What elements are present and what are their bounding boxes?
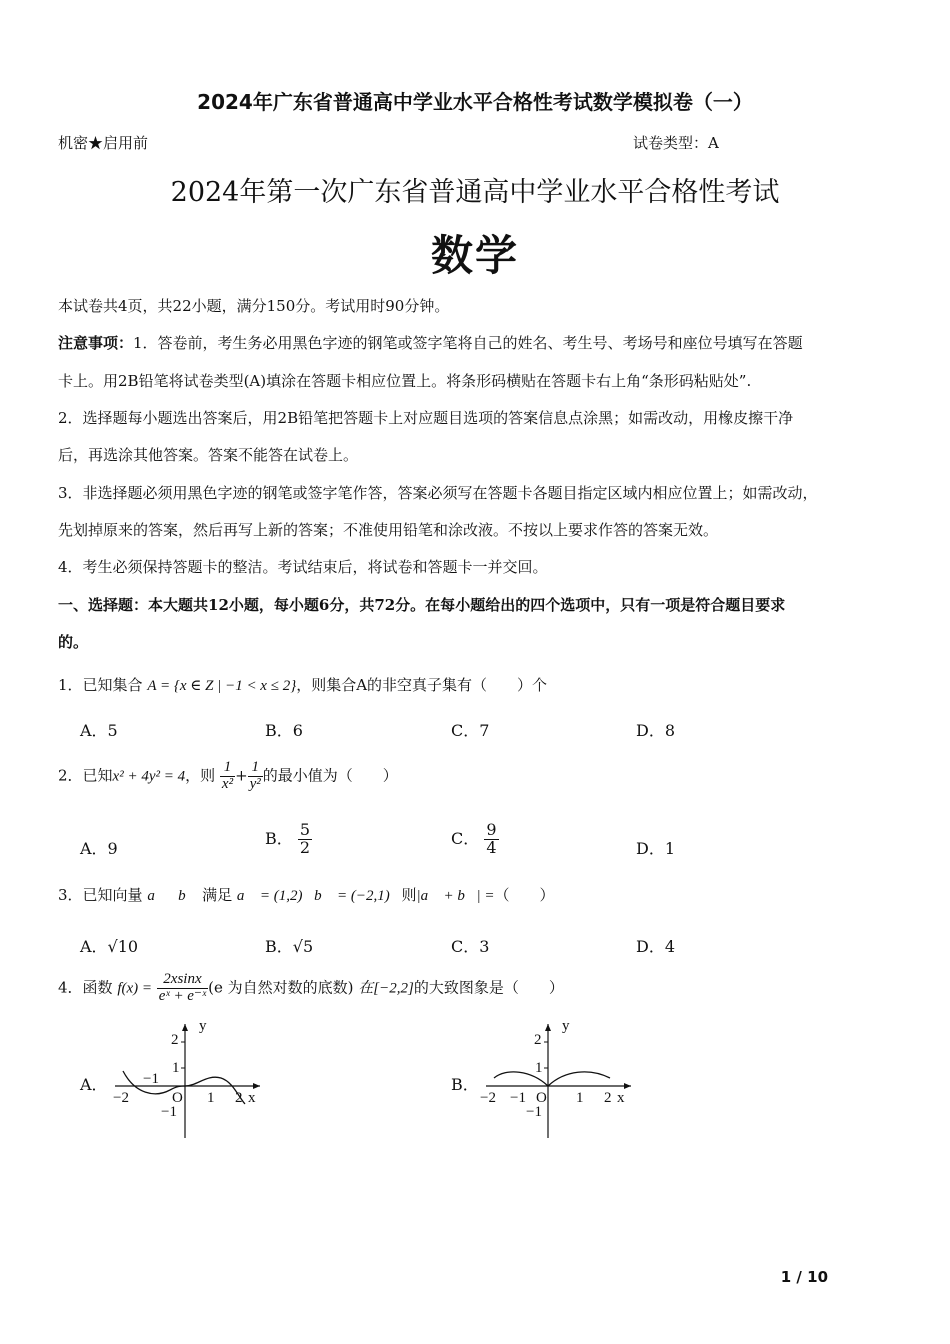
graph-b-curve	[494, 1072, 610, 1086]
q3-suffix: （ ）	[494, 886, 555, 904]
note-2-line-a: 2．选择题每小题选出答案后，用2B铅笔把答题卡上对应题目选项的答案信息点涂黑；如需改动，用橡皮擦干净	[58, 409, 794, 427]
graph-a-label-1-x: 1	[207, 1090, 215, 1106]
q4-option-a[interactable]: A．	[80, 1075, 108, 1094]
q3-option-a[interactable]: A．√10	[80, 937, 139, 956]
graph-a-origin: O	[172, 1090, 183, 1106]
q1-suffix: ，则集合A的非空真子集有（ ）个	[296, 676, 548, 694]
q4-option-b[interactable]: B．	[451, 1075, 479, 1094]
note-2-line-b: 后，再选涂其他答案。答案不能答在试卷上。	[58, 446, 359, 464]
q3-a-value: a⃗ = (1,2)，	[236, 888, 315, 904]
q3-prefix: 3．已知向量	[58, 886, 143, 904]
graph-b-label-neg2: −2	[480, 1090, 496, 1106]
q4-graph-b[interactable]	[476, 1016, 636, 1141]
q2-option-d[interactable]: D．1	[636, 839, 676, 858]
q3-ask: 则	[401, 886, 417, 904]
graph-b-label-2-x: 2	[604, 1090, 612, 1106]
section-1-heading-cont: 的。	[58, 633, 89, 651]
graph-a-label-neg1-x: −1	[143, 1071, 159, 1087]
question-3	[58, 884, 555, 905]
confidential-label: 机密★启用前	[58, 134, 149, 152]
q2-mid: ，则	[185, 766, 216, 785]
q3-expression: |a⃗ + b⃗| =	[416, 888, 495, 904]
graph-b-x-label: x	[617, 1090, 625, 1106]
q4-function: f(x) =	[117, 980, 153, 997]
q4-prefix: 4．函数	[58, 978, 113, 997]
note-4: 4．考生必须保持答题卡的整洁。考试结束后，将试卷和答题卡一并交回。	[58, 558, 548, 576]
notes-label: 注意事项：	[58, 334, 134, 352]
q4-range: 在[−2,2]	[358, 980, 414, 997]
q4-suffix: 的大致图象是（ ）	[413, 978, 564, 997]
intro-text: 本试卷共4页，共22小题，满分150分。考试用时90分钟。	[58, 297, 450, 315]
graph-b-label-1: 1	[535, 1060, 543, 1076]
q2-option-c[interactable]	[451, 822, 499, 857]
q3-condition: 满足	[202, 886, 233, 904]
q2-suffix: 的最小值为（ ）	[262, 766, 398, 785]
graph-a-label-neg1-y: −1	[161, 1104, 177, 1120]
q3-vectors: a⃗，b⃗	[147, 888, 198, 904]
q2-fraction-2: $\frac{1}{\text{y²}}$	[249, 759, 261, 792]
graph-a-x-arrow	[253, 1083, 260, 1089]
q4-note: (e 为自然对数的底数)	[208, 978, 354, 997]
q2-prefix: 2．已知	[58, 766, 113, 785]
note-1-line-a: 1．答卷前，考生务必用黑色字迹的钢笔或签字笔将自己的姓名、考生号、考场号和座位号填写在答题	[133, 334, 803, 352]
page-number: 1 / 10	[780, 1268, 828, 1286]
graph-a-label-1: 1	[172, 1060, 180, 1076]
graph-a-x-label: x	[248, 1090, 256, 1106]
graph-b-label-1-x: 1	[576, 1090, 584, 1106]
q1-option-a[interactable]: A．5	[80, 721, 118, 740]
graph-a-label-neg2: −2	[113, 1090, 129, 1106]
note-3-line-a: 3．非选择题必须用黑色字迹的钢笔或签字笔作答，答案必须写在答题卡各题目指定区域内相应位置上；如需改动，	[58, 484, 818, 502]
q3-option-d[interactable]: D．4	[636, 937, 676, 956]
question-4	[58, 972, 564, 1005]
graph-b-origin: O	[536, 1090, 547, 1106]
q2-option-c-label: C．	[451, 828, 480, 848]
q2-option-b-fraction: $\frac{5}{2}$	[299, 820, 311, 857]
paper-type-label: 试卷类型：A	[633, 134, 719, 152]
q2-option-c-fraction: $\frac{9}{4}$	[486, 820, 497, 857]
exam-title: 2024年第一次广东省普通高中学业水平合格性考试	[170, 177, 780, 208]
graph-b-y-arrow	[545, 1024, 551, 1031]
q1-prefix: 1．已知集合	[58, 676, 143, 694]
graph-b-y-label: y	[562, 1018, 570, 1034]
question-1	[58, 674, 547, 695]
q4-fraction: $\frac{2xsinx}{\text{eˣ + e⁻ˣ}}$	[158, 971, 207, 1004]
graph-a-y-label: y	[199, 1018, 207, 1034]
graph-a-y-arrow	[182, 1024, 188, 1031]
q4-graph-a[interactable]	[105, 1016, 265, 1141]
note-1	[58, 332, 803, 353]
graph-b-x-arrow	[624, 1083, 631, 1089]
graph-a-curve	[123, 1071, 245, 1104]
subject-title: 数学	[430, 231, 519, 280]
q2-equation: x² + 4y² = 4	[112, 768, 186, 785]
q1-set: A = {x ∈ Z | −1 < x ≤ 2}	[147, 678, 297, 694]
q2-option-b-label: B．	[265, 828, 293, 848]
q3-b-value: b⃗ = (−2,1)，	[314, 888, 402, 904]
q3-option-b[interactable]: B．√5	[265, 937, 314, 956]
q2-option-b[interactable]	[265, 822, 312, 857]
graph-b-label-neg1-y: −1	[526, 1104, 542, 1120]
q1-option-d[interactable]: D．8	[636, 721, 676, 740]
q3-option-c[interactable]: C．3	[451, 937, 490, 956]
q2-fraction-1: $\frac{1}{\text{x²}}$	[221, 759, 234, 792]
document-title: 2024年广东省普通高中学业水平合格性考试数学模拟卷（一）	[197, 90, 753, 114]
graph-b-label-2: 2	[534, 1032, 542, 1048]
graph-a-label-2: 2	[171, 1032, 179, 1048]
question-2: 2．已知x² + 4y² = 4，则 $\frac{1}{\text{x²}}$ + $\frac{1}{\text{y²}}$ 的最小值为（ ）	[58, 759, 398, 792]
note-1-line-b: 卡上。用2B铅笔将试卷类型(A)填涂在答题卡相应位置上。将条形码横贴在答题卡右上角“条形码粘贴处”.	[58, 372, 752, 390]
q1-option-b[interactable]: B．6	[265, 721, 303, 740]
graph-a-label-2-x: 2	[235, 1090, 243, 1106]
q1-option-c[interactable]: C．7	[451, 721, 490, 740]
note-3-line-b: 先划掉原来的答案，然后再写上新的答案；不准使用铅笔和涂改液。不按以上要求作答的答案无效。	[58, 521, 719, 539]
graph-b-label-neg1-x: −1	[510, 1090, 526, 1106]
q2-option-a[interactable]: A．9	[80, 839, 118, 858]
section-1-heading: 一、选择题：本大题共12小题，每小题6分，共72分。在每小题给出的四个选项中，只有一项是符合题目要求	[58, 596, 786, 614]
